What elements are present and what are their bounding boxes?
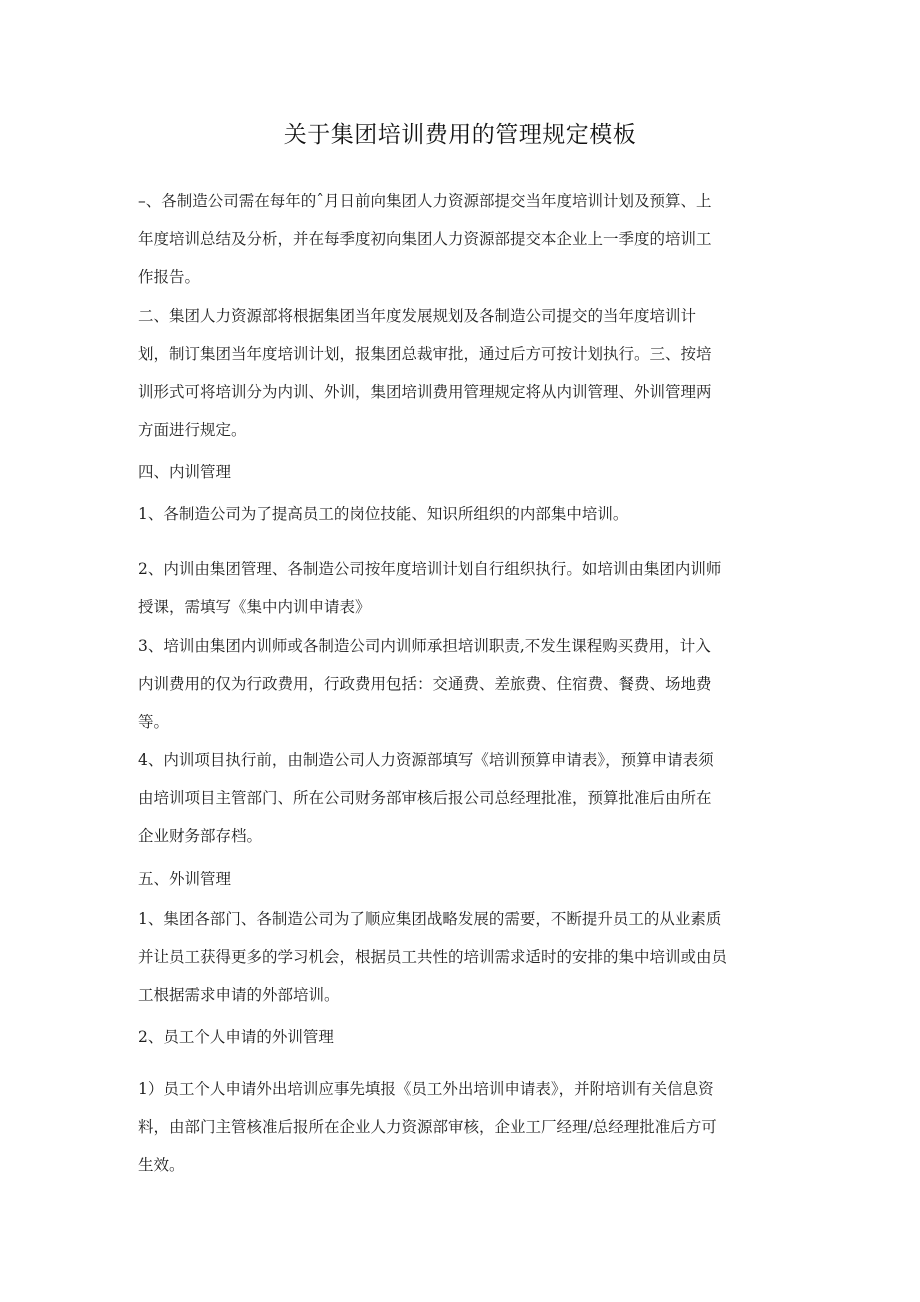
section-5-item-1-line: 工根据需求申请的外部培训。	[138, 986, 340, 1004]
document-title: 关于集团培训费用的管理规定模板	[283, 122, 637, 148]
section-5-item-2	[138, 1018, 788, 1056]
section-5-item-1-line: 并让员工获得更多的学习机会，根据员工共性的培训需求适时的安排的集中培训或由员	[138, 948, 728, 966]
section-5-heading: 五、外训管理	[138, 870, 232, 888]
section-5-item-2-1	[138, 1070, 788, 1184]
section-1-line: 作报告。	[138, 268, 201, 286]
section-2-paragraph	[138, 297, 788, 449]
section-4-item-3-line: 内训费用的仅为行政费用，行政费用包括：交通费、差旅费、住宿费、餐费、场地费	[138, 675, 712, 693]
section-4-heading: 四、内训管理	[138, 463, 232, 481]
section-4-item-1	[138, 495, 788, 533]
section-4-item-4	[138, 741, 788, 855]
section-5-item-1	[138, 900, 788, 1014]
section-5-item-1-line: 1、集团各部门、各制造公司为了顺应集团战略发展的需要，不断提升员工的从业素质	[138, 910, 722, 928]
section-5-item-2-1-line: 1）员工个人申请外出培训应事先填报《员工外出培训申请表》，并附培训有关信息资	[138, 1080, 714, 1098]
section-2-line: 划，制订集团当年度培训计划，报集团总裁审批，通过后方可按计划执行。三、按培	[138, 345, 712, 363]
section-4-item-2-line: 2、内训由集团管理、各制造公司按年度培训计划自行组织执行。如培训由集团内训师	[138, 560, 722, 578]
section-5-item-2-1-line: 生效。	[138, 1156, 185, 1174]
section-1-paragraph	[138, 182, 788, 296]
section-5-item-2-line: 2、员工个人申请的外训管理	[138, 1028, 334, 1046]
section-4-item-4-line: 企业财务部存档。	[138, 827, 263, 845]
section-4-item-4-line: 4、内训项目执行前，由制造公司人力资源部填写《培训预算申请表》，预算申请表须	[138, 751, 714, 769]
section-2-line: 训形式可将培训分为内训、外训，集团培训费用管理规定将从内训管理、外训管理两	[138, 383, 712, 401]
section-1-line: –、各制造公司需在每年的ˆ月日前向集团人力资源部提交当年度培训计划及预算、上	[138, 192, 712, 210]
section-4-item-3-line: 等。	[138, 713, 170, 731]
section-4-item-4-line: 由培训项目主管部门、所在公司财务部审核后报公司总经理批准，预算批准后由所在	[138, 789, 712, 807]
section-2-line: 方面进行规定。	[138, 421, 247, 439]
section-4-item-3-line: 3、培训由集团内训师或各制造公司内训师承担培训职责,不发生课程购买费用，计入	[138, 637, 711, 655]
section-4-item-2	[138, 550, 788, 626]
section-5-item-2-1-line: 料，由部门主管核准后报所在企业人力资源部审核，企业工厂经理/总经理批准后方可	[138, 1118, 717, 1136]
section-4-item-1-line: 1、各制造公司为了提高员工的岗位技能、知识所组织的内部集中培训。	[138, 505, 629, 523]
section-1-line: 年度培训总结及分析，并在每季度初向集团人力资源部提交本企业上一季度的培训工	[138, 230, 712, 248]
section-4-item-3	[138, 627, 788, 741]
section-4-item-2-line: 授课，需填写《集中内训申请表》	[138, 598, 371, 616]
section-2-line: 二、集团人力资源部将根据集团当年度发展规划及各制造公司提交的当年度培训计	[138, 307, 697, 325]
